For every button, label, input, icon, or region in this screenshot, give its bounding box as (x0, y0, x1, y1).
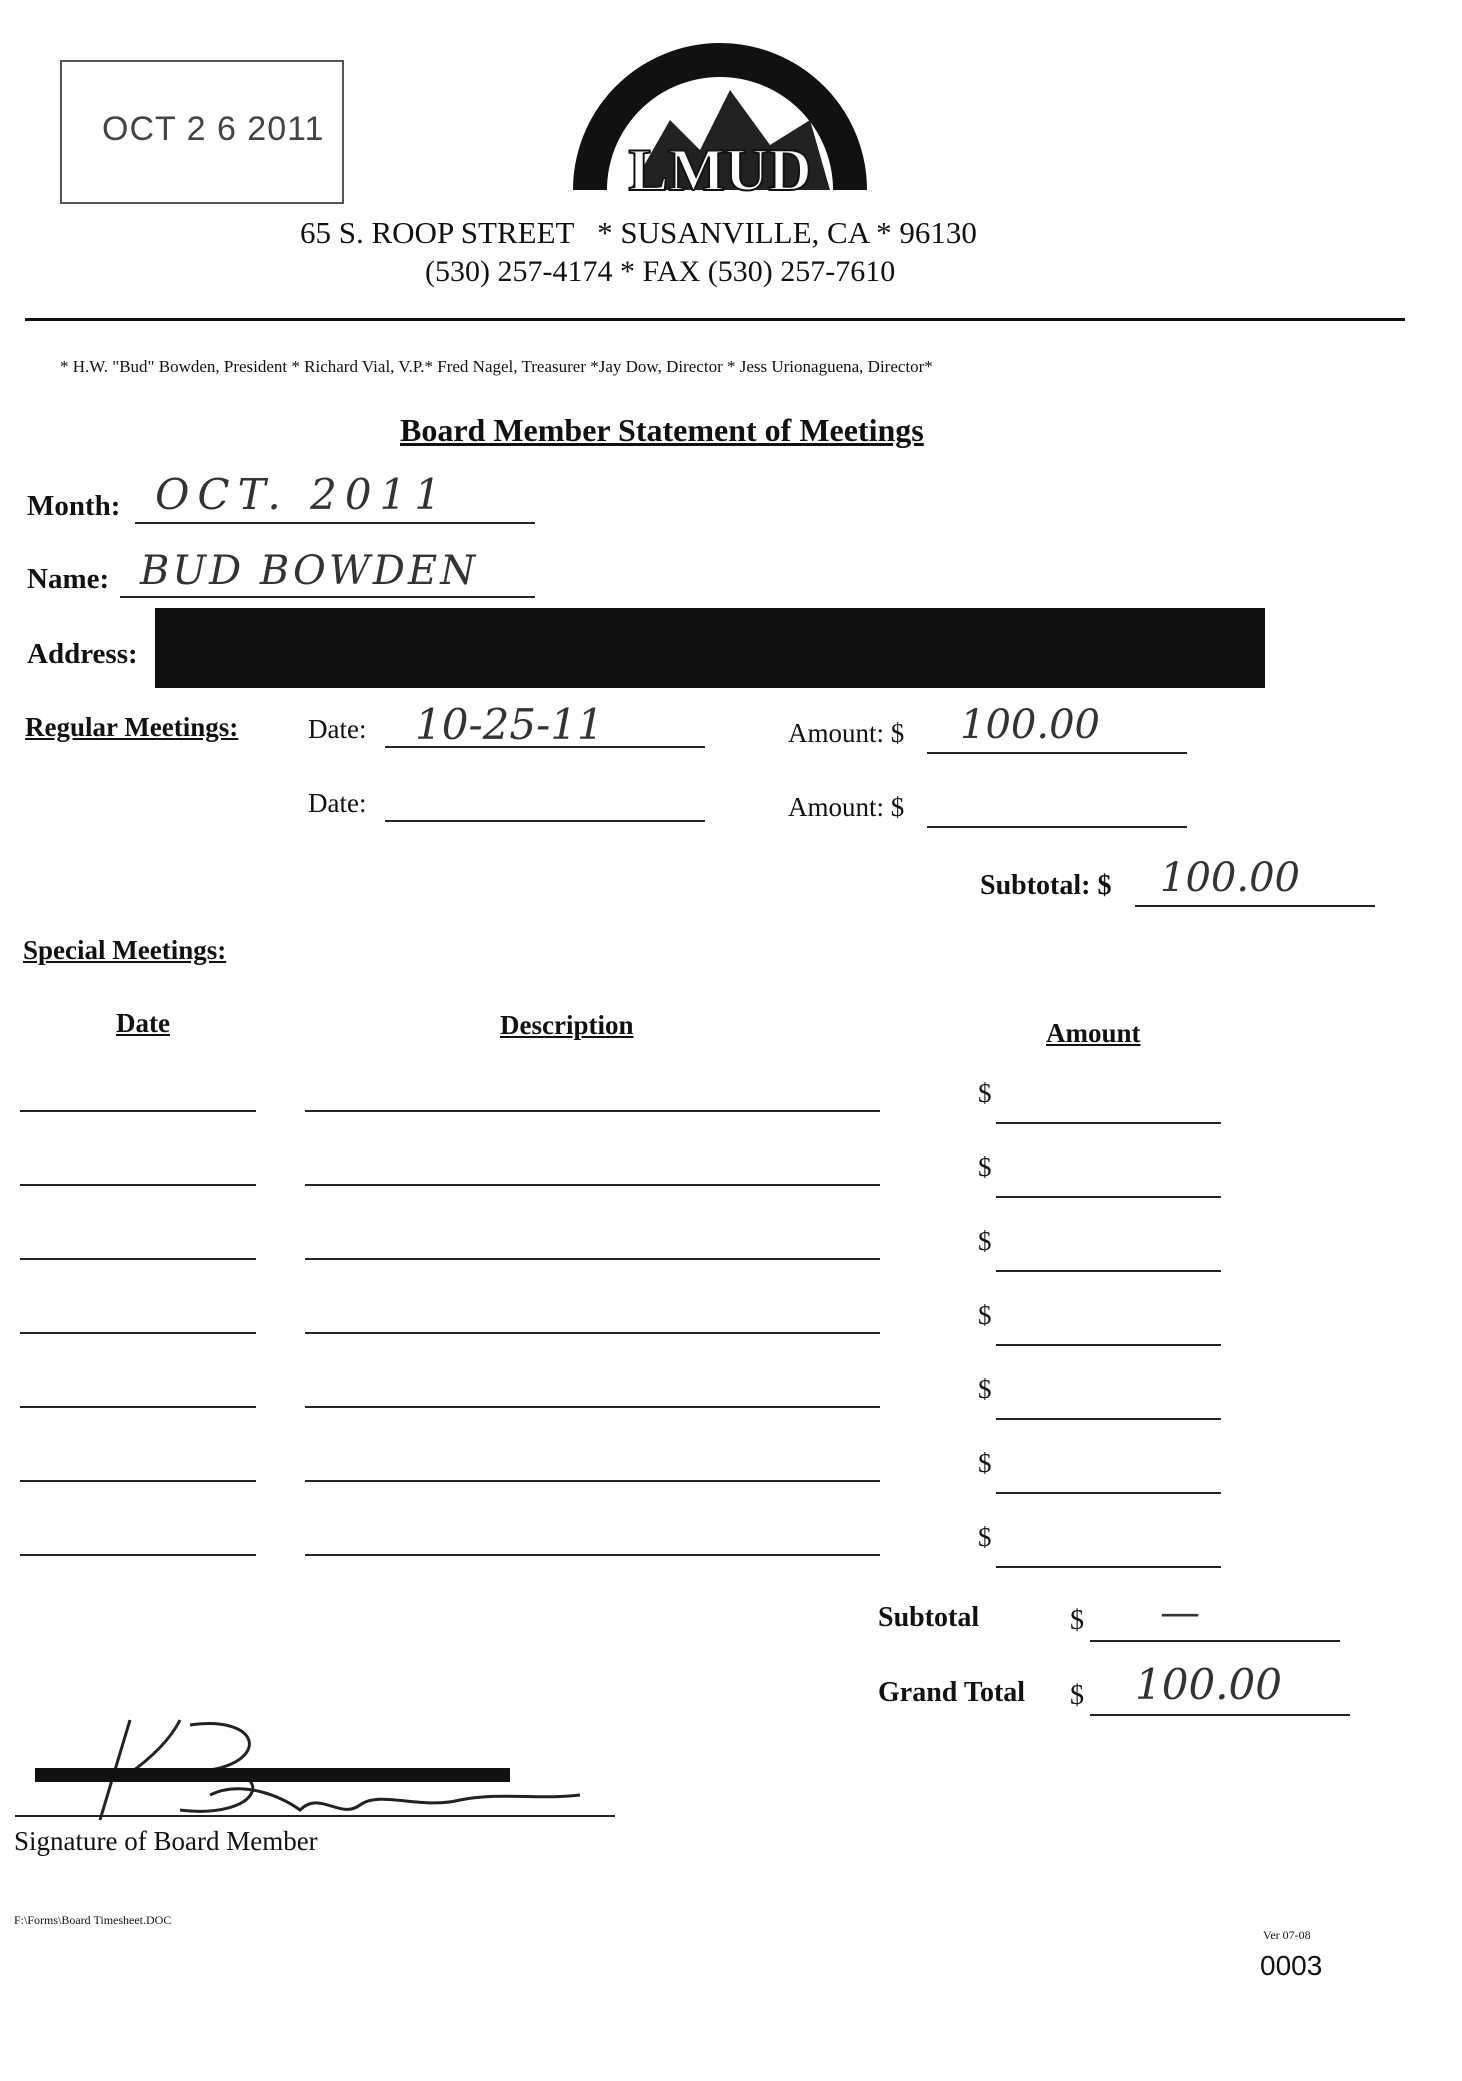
special-amount-dollar: $ (978, 1300, 992, 1330)
special-amount-line (996, 1492, 1221, 1494)
special-subtotal-dollar: $ (1070, 1605, 1084, 1636)
district-phone: (530) 257-4174 * FAX (530) 257-7610 (425, 255, 896, 288)
regular-amount-label-2: Amount: $ (788, 792, 905, 822)
special-meetings-label: Special Meetings: (23, 935, 227, 965)
regular-date-label-1: Date: (308, 714, 367, 744)
form-version: Ver 07-08 (1263, 1928, 1311, 1942)
special-subtotal-label: Subtotal (878, 1602, 980, 1633)
special-amount-line (996, 1270, 1221, 1272)
special-description-line (305, 1480, 880, 1482)
special-amount-dollar: $ (978, 1448, 992, 1478)
special-date-line (20, 1332, 256, 1334)
special-amount-line (996, 1196, 1221, 1198)
special-description-line (305, 1332, 880, 1334)
regular-date-value-1: 10-25-11 (415, 700, 604, 749)
special-subtotal-value: — (1160, 1590, 1200, 1636)
grand-total-label: Grand Total (878, 1677, 1026, 1708)
month-value: OCT. 2011 (155, 470, 449, 519)
special-description-line (305, 1554, 880, 1556)
special-amount-line (996, 1122, 1221, 1124)
column-description: Description (500, 1010, 634, 1040)
grand-total-line (1090, 1714, 1350, 1716)
special-date-line (20, 1554, 256, 1556)
special-amount-line (996, 1418, 1221, 1420)
received-stamp (60, 60, 344, 204)
regular-subtotal-line (1135, 905, 1375, 907)
special-date-line (20, 1184, 256, 1186)
month-field-line (135, 522, 535, 524)
special-description-line (305, 1258, 880, 1260)
header-rule (25, 318, 1405, 321)
regular-subtotal-value: 100.00 (1160, 855, 1300, 901)
grand-total-value: 100.00 (1135, 1660, 1282, 1709)
signature-strike-redaction (35, 1768, 510, 1782)
file-path: F:\Forms\Board Timesheet.DOC (14, 1913, 172, 1927)
month-label: Month: (27, 490, 121, 522)
special-description-line (305, 1110, 880, 1112)
signature-label: Signature of Board Member (14, 1826, 318, 1856)
special-subtotal-line (1090, 1640, 1340, 1642)
special-amount-dollar: $ (978, 1078, 992, 1108)
special-date-line (20, 1406, 256, 1408)
officers-line: * H.W. "Bud" Bowden, President * Richard Vial, V.P.* Fred Nagel, Treasurer *Jay Dow, Director * Jess Urionaguena, Director* (60, 357, 933, 376)
special-date-line (20, 1480, 256, 1482)
page-number: 0003 (1260, 1950, 1323, 1981)
form-title: Board Member Statement of Meetings (400, 412, 924, 448)
regular-meetings-label: Regular Meetings: (25, 712, 239, 742)
regular-date-line-2 (385, 820, 705, 822)
special-amount-line (996, 1566, 1221, 1568)
regular-amount-line-2 (927, 826, 1187, 828)
special-description-line (305, 1406, 880, 1408)
regular-subtotal-label: Subtotal: $ (980, 870, 1112, 901)
address-label: Address: (27, 638, 138, 670)
name-value: BUD BOWDEN (140, 548, 479, 594)
regular-amount-value-1: 100.00 (960, 702, 1100, 748)
district-logo (570, 20, 870, 215)
special-amount-dollar: $ (978, 1226, 992, 1256)
logo-initials: LMUD (628, 137, 812, 203)
signature-line (15, 1815, 615, 1817)
district-address: 65 S. ROOP STREET * SUSANVILLE, CA * 96130 (300, 215, 977, 250)
special-amount-dollar: $ (978, 1374, 992, 1404)
column-amount: Amount (1046, 1018, 1141, 1048)
address-redaction (155, 608, 1265, 688)
special-date-line (20, 1110, 256, 1112)
grand-total-dollar: $ (1070, 1680, 1084, 1711)
regular-amount-label-1: Amount: $ (788, 718, 905, 748)
column-date: Date (116, 1008, 170, 1038)
regular-amount-line-1 (927, 752, 1187, 754)
logo-text (570, 20, 571, 21)
special-amount-line (996, 1344, 1221, 1346)
special-amount-dollar: $ (978, 1522, 992, 1552)
regular-date-label-2: Date: (308, 788, 367, 818)
name-field-line (120, 596, 535, 598)
special-date-line (20, 1258, 256, 1260)
name-label: Name: (27, 563, 110, 595)
special-description-line (305, 1184, 880, 1186)
special-amount-dollar: $ (978, 1152, 992, 1182)
stamp-date: OCT 2 6 2011 (102, 110, 325, 148)
